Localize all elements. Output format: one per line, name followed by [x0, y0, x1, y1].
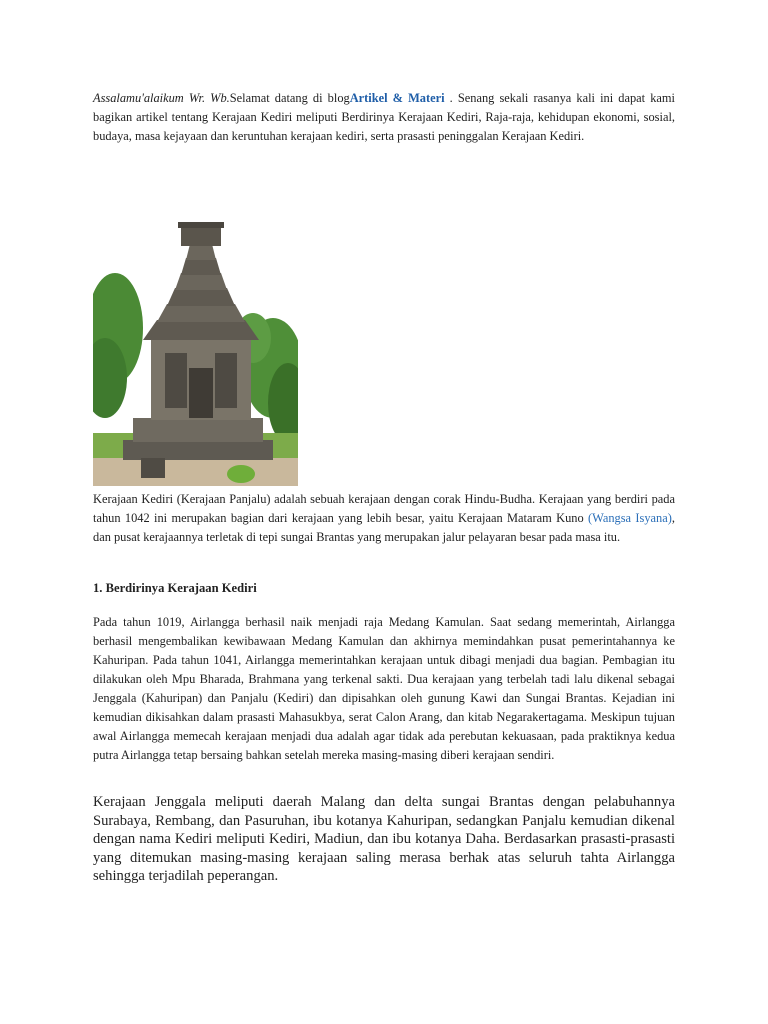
temple-photo — [93, 218, 298, 486]
wangsa-isyana-link[interactable]: (Wangsa Isyana) — [588, 511, 672, 525]
welcome-text: Selamat datang di blog — [229, 91, 350, 105]
section-paragraph-2: Kerajaan Jenggala meliputi daerah Malang dan delta sungai Brantas dengan pelabuhannya Surabaya, Rembang, dan Pasuruhan, ibu kotanya Kahuripan, sedangkan Panjalu kemudian dikenal dengan nama Kediri meliputi Kediri, Madiun, dan ibu kotanya Daha. Berdasarkan prasasti-prasasti yang ditemukan masing-masing kerajaan saling merasa berhak atas seluruh tahta Airlangga sehingga terjadilah peperangan. — [93, 794, 675, 884]
blog-name-link[interactable]: Artikel & Materi — [349, 91, 445, 105]
section-heading: 1. Berdirinya Kerajaan Kediri — [93, 581, 257, 595]
section-paragraph: Pada tahun 1019, Airlangga berhasil naik menjadi raja Medang Kamulan. Saat sedang memerintah, Airlangga berhasil mengembalikan kewibawaan Medang Kamulan dan akhirnya memindahkan pusat pemerintahannya ke Kahuripan. Pada tahun 1041, Airlangga memerintahkan kerajaan untuk dibagi menjadi dua bagian. Pembagian itu dilakukan oleh Mpu Bharada, Brahmana yang terkenal sakti. Dua kerajaan yang terbelah tadi lalu dikenal sebagai Jenggala (Kahuripan) dan Panjalu (Kediri) dan dipisahkan oleh gunung Kawi dan Sungai Brantas. Kejadian ini kemudian dikisahkan dalam prasasti Mahasukbya, serat Calon Arang, dan kitab Negarakertagama. Meskipun tujuan awal Airlangga memecah kerajaan menjadi dua adalah agar tidak ada perebutan kekuasaan, pada praktiknya kedua putra Airlangga tetap bersaing bahkan setelah mereka masing-masing diberi kerajaan sendiri. — [93, 615, 675, 762]
overview-paragraph — [93, 490, 675, 547]
greeting-text: Assalamu'alaikum Wr. Wb. — [93, 91, 230, 105]
overview-text-before: Kerajaan Kediri (Kerajaan Panjalu) adalah sebuah kerajaan dengan corak Hindu-Budha. Kerajaan yang berdiri pada tahun 1042 ini merupakan bagian dari kerajaan yang lebih besar, yaitu Kerajaan Mataram Kuno — [93, 492, 675, 525]
intro-rest-text: . Senang sekali rasanya kali ini dapat kami bagikan artikel tentang Kerajaan Kediri meliputi Berdirinya Kerajaan Kediri, Raja-raja, kehidupan ekonomi, sosial, budaya, masa kejayaan dan keruntuhan kerajaan kediri, serta prasasti peninggalan Kerajaan Kediri. — [93, 91, 675, 143]
intro-paragraph — [93, 89, 675, 146]
overview-text-after: , dan pusat kerajaannya terletak di tepi sungai Brantas yang merupakan jalur pelayaran besar pada masa itu. — [93, 511, 675, 544]
temple-illustration — [93, 218, 298, 486]
